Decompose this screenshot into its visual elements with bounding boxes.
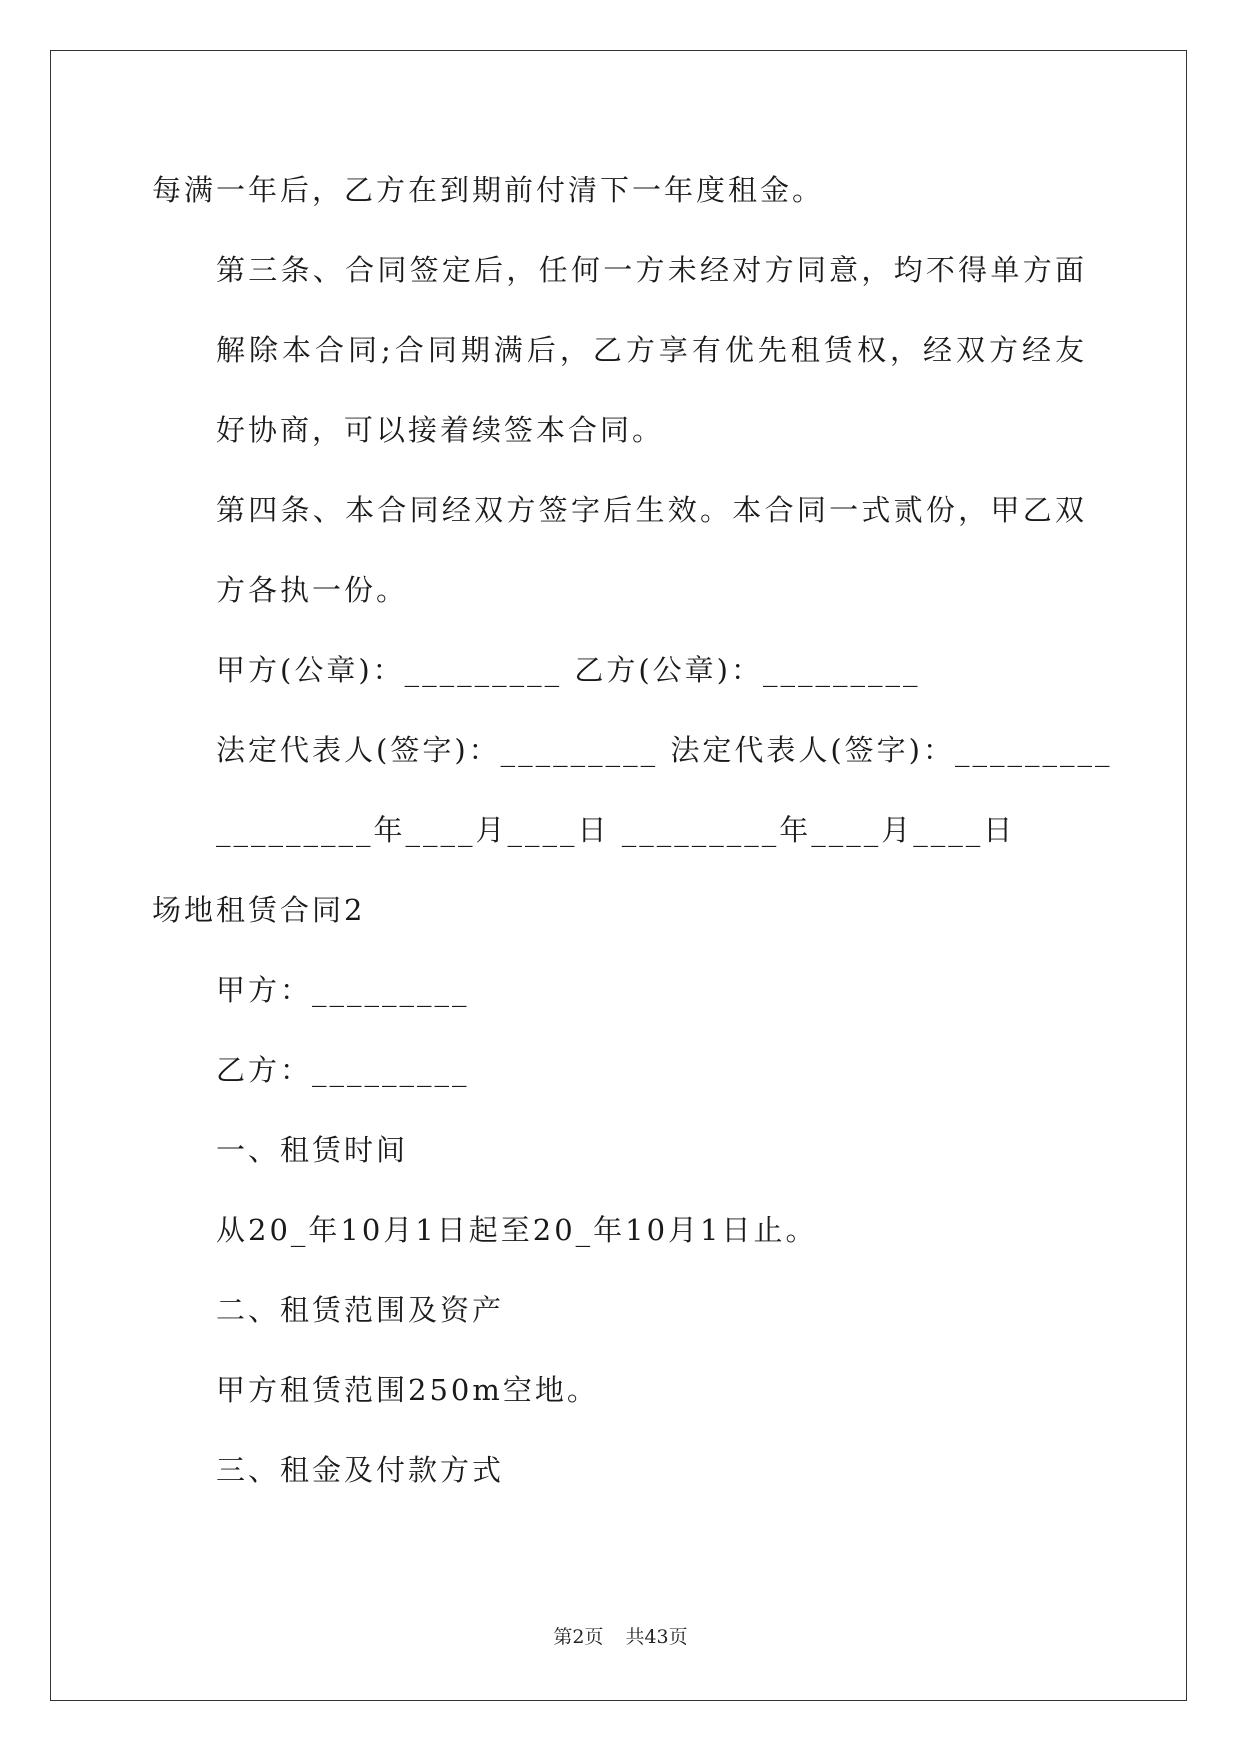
party-b-line: 乙方：_________ (216, 1053, 470, 1087)
page-footer (0, 1622, 1241, 1649)
paragraph-lease-scope: 甲方租赁范围250m空地。 (216, 1373, 599, 1407)
party-a-line: 甲方：_________ (216, 973, 470, 1007)
signature-seal-line: 甲方(公章)：_________ 乙方(公章)：_________ (216, 653, 921, 687)
signature-date-line: _________年____月____日 _________年____月____日 (216, 813, 1016, 847)
paragraph-lease-period: 从20_年10月1日起至20_年10月1日止。 (216, 1213, 818, 1247)
paragraph-article-3: 第三条、合同签定后，任何一方未经对方同意，均不得单方面解除本合同;合同期满后，乙方享有优先租赁权，经双方经友好协商，可以接着续签本合同。 (216, 253, 1087, 447)
section-heading-lease-time: 一、租赁时间 (216, 1133, 409, 1167)
paragraph-article-4: 第四条、本合同经双方签字后生效。本合同一式贰份，甲乙双方各执一份。 (216, 493, 1087, 607)
document-body (152, 150, 1113, 1510)
page-number: 第2页 (553, 1626, 604, 1648)
signature-representative-line: 法定代表人(签字)：_________ 法定代表人(签字)：_________ (216, 733, 1113, 767)
contract-title: 场地租赁合同2 (152, 893, 366, 927)
page-total: 共43页 (625, 1626, 688, 1648)
section-heading-lease-scope: 二、租赁范围及资产 (216, 1293, 505, 1327)
paragraph-rent-payment: 每满一年后，乙方在到期前付清下一年度租金。 (152, 173, 825, 207)
section-heading-rent-payment: 三、租金及付款方式 (216, 1453, 505, 1487)
